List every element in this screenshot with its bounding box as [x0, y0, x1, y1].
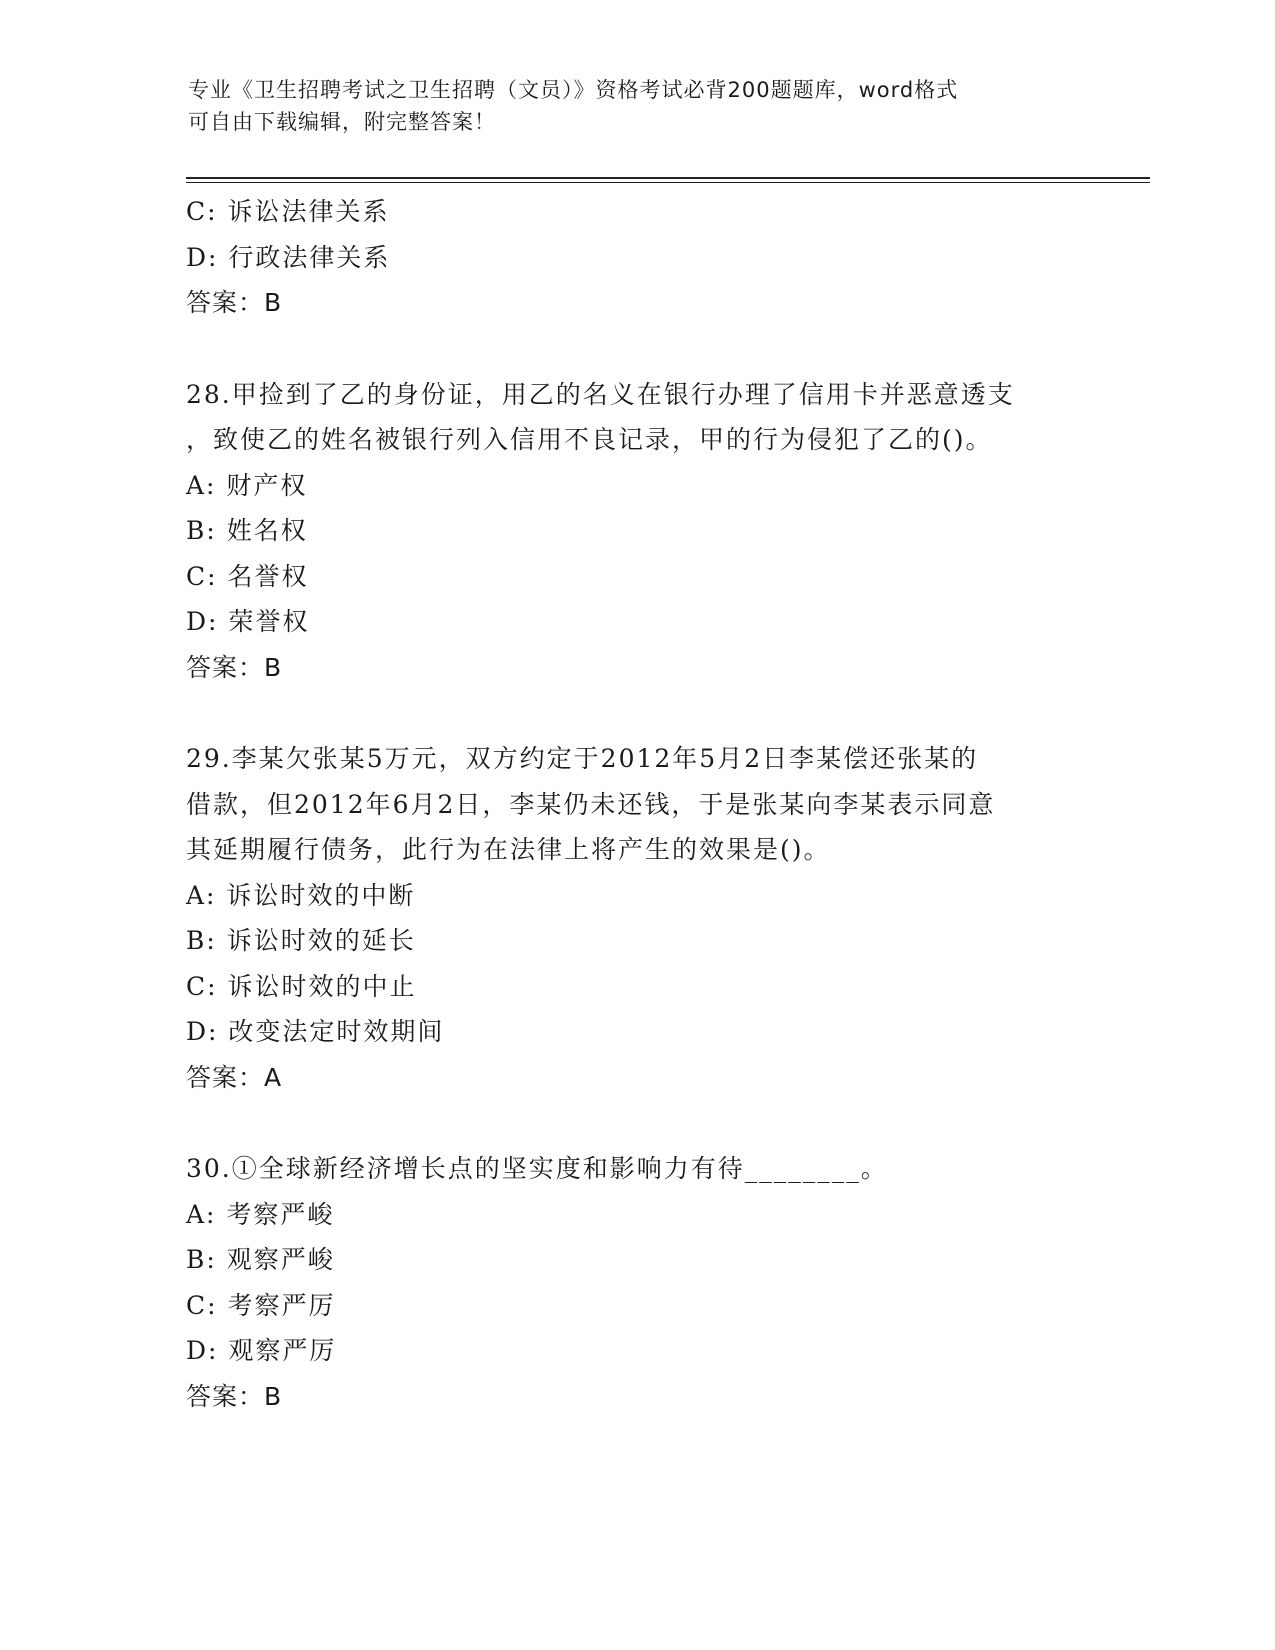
option-d: D: 行政法律关系 [186, 242, 391, 272]
question-29 [186, 736, 1086, 1100]
option-b: B: 姓名权 [186, 516, 308, 545]
header-line-1: 专业《卫生招聘考试之卫生招聘（文员）》资格考试必背200题题库，word格式 [188, 78, 959, 102]
spacer [186, 1100, 1086, 1146]
question-list [186, 189, 1086, 1419]
spacer [186, 690, 1086, 736]
option-c: C: 考察严厉 [186, 1290, 336, 1320]
option-b: B: 观察严峻 [186, 1245, 335, 1274]
answer: 答案：B [186, 652, 283, 682]
question-30 [186, 1146, 1086, 1419]
question-stem: 30.①全球新经济增长点的坚实度和影响力有待________。 [186, 1154, 888, 1183]
answer: 答案：A [186, 1062, 283, 1092]
spacer [186, 326, 1086, 372]
option-c: C: 诉讼时效的中止 [186, 971, 417, 1001]
question-27-tail [186, 189, 1086, 326]
option-c: C: 诉讼法律关系 [186, 197, 390, 226]
option-a: A: 诉讼时效的中断 [186, 880, 416, 910]
header-line-2: 可自由下载编辑，附完整答案！ [188, 110, 496, 134]
option-d: D: 观察严厉 [186, 1336, 337, 1365]
option-a: A: 财产权 [186, 470, 308, 500]
option-d: D: 改变法定时效期间 [186, 1017, 445, 1046]
header-rule-thin [186, 182, 1150, 183]
question-stem: ，致使乙的姓名被银行列入信用不良记录，甲的行为侵犯了乙的()。 [186, 425, 993, 454]
question-stem: 29.李某欠张某5万元，双方约定于2012年5月2日李某偿还张某的 [186, 744, 979, 773]
document-header [188, 74, 1068, 138]
answer: 答案：B [186, 1381, 283, 1411]
header-rule-thick [186, 177, 1150, 179]
question-stem: 其延期履行债务，此行为在法律上将产生的效果是()。 [186, 835, 831, 864]
answer: 答案：B [186, 288, 283, 317]
option-c: C: 名誉权 [186, 561, 309, 591]
option-d: D: 荣誉权 [186, 607, 310, 636]
question-stem: 28.甲捡到了乙的身份证，用乙的名义在银行办理了信用卡并恶意透支 [186, 379, 1015, 409]
question-28 [186, 372, 1086, 691]
option-b: B: 诉讼时效的延长 [186, 926, 416, 955]
question-stem: 借款，但2012年6月2日，李某仍未还钱，于是张某向李某表示同意 [186, 789, 996, 819]
option-a: A: 考察严峻 [186, 1199, 335, 1229]
